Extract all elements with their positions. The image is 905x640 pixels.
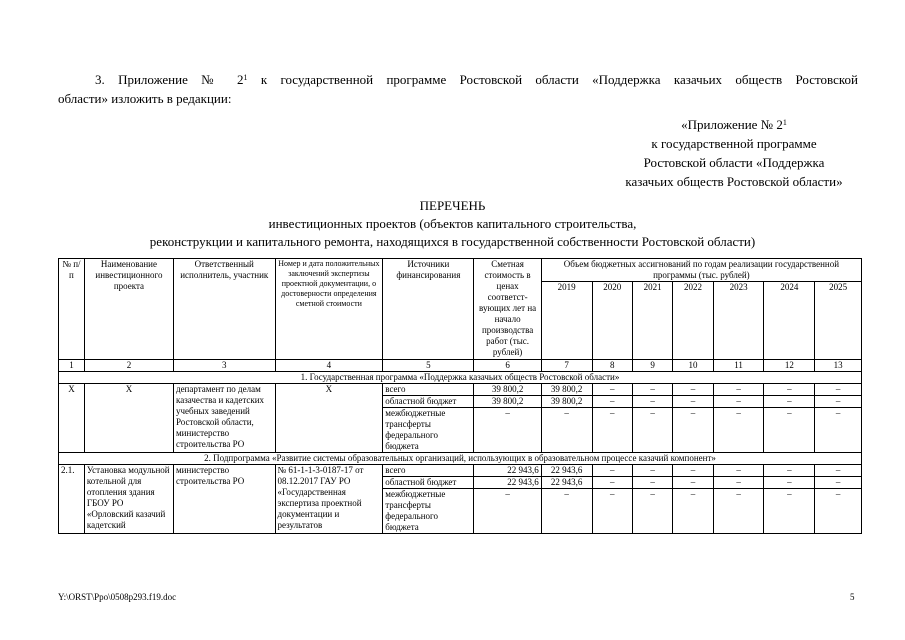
row-year-value: 22 943,6: [541, 465, 592, 477]
row-year-value: –: [592, 477, 632, 489]
section-row: [59, 372, 862, 384]
row-executor: министерство строительства РО: [173, 465, 275, 534]
header-num: № п/п: [59, 259, 85, 360]
header-year: 2023: [713, 282, 764, 360]
row-year-value: –: [713, 489, 764, 534]
section-title: 1. Государственная программа «Поддержка казачьих обществ Ростовской области»: [59, 372, 862, 384]
row-year-value: –: [764, 489, 815, 534]
row-year-value: –: [632, 396, 672, 408]
col-number: 9: [632, 360, 672, 372]
table-row: [59, 465, 862, 477]
row-year-value: –: [632, 477, 672, 489]
header-year: 2025: [815, 282, 862, 360]
row-year-value: –: [673, 384, 713, 396]
row-source: областной бюджет: [383, 396, 474, 408]
appendix-header: [580, 115, 888, 191]
intro-text-cont: к государственной программе Ростовской области «Поддержка казачьих обществ Ростовской: [247, 72, 858, 87]
header-year: 2021: [632, 282, 672, 360]
row-year-value: 22 943,6: [541, 477, 592, 489]
intro-line2: области» изложить в редакции:: [58, 91, 232, 106]
col-number: 5: [383, 360, 474, 372]
row-source: межбюджетные трансферты федерального бюджета: [383, 489, 474, 534]
row-source: межбюджетные трансферты федерального бюджета: [383, 408, 474, 453]
doc-subtitle-1: инвестиционных проектов (объектов капитального строительства,: [268, 216, 637, 231]
row-year-value: –: [713, 396, 764, 408]
header-expertise: Номер и дата положительных заключений экспертизы проектной документации, о достоверности определения сметной стоимости: [275, 259, 383, 360]
col-number: 6: [474, 360, 541, 372]
row-year-value: –: [815, 489, 862, 534]
header-cost: Сметная стоимость в ценах соответст-вующих лет на начало производства работ (тыс. рублей): [474, 259, 541, 360]
col-number: 2: [84, 360, 173, 372]
row-name: Установка модульной котельной для отопления здания ГБОУ РО «Орловский казачий кадетский: [84, 465, 173, 534]
header-name: Наименование инвестиционного проекта: [84, 259, 173, 360]
row-expertise: № 61-1-1-3-0187-17 от 08.12.2017 ГАУ РО «Государственная экспертиза проектной документации и результатов: [275, 465, 383, 534]
row-name: X: [84, 384, 173, 453]
row-year-value: –: [632, 489, 672, 534]
row-cost: 39 800,2: [474, 396, 541, 408]
appendix-superscript: 1: [782, 118, 787, 127]
row-year-value: –: [592, 465, 632, 477]
section-row: [59, 453, 862, 465]
investment-projects-table: [58, 258, 862, 534]
row-source: областной бюджет: [383, 477, 474, 489]
row-year-value: –: [713, 465, 764, 477]
row-year-value: –: [713, 384, 764, 396]
row-source: всего: [383, 384, 474, 396]
row-year-value: –: [632, 408, 672, 453]
col-number: 12: [764, 360, 815, 372]
row-cost: 39 800,2: [474, 384, 541, 396]
page-number: 5: [850, 592, 855, 602]
row-year-value: –: [673, 396, 713, 408]
col-number: 3: [173, 360, 275, 372]
row-year-value: –: [815, 408, 862, 453]
row-year-value: –: [764, 384, 815, 396]
row-year-value: –: [592, 384, 632, 396]
section-title: 2. Подпрограмма «Развитие системы образовательных организаций, использующих в образовательном процессе казачий компонент»: [59, 453, 862, 465]
header-year: 2024: [764, 282, 815, 360]
row-year-value: –: [592, 396, 632, 408]
appendix-line4: казачьих обществ Ростовской области»: [625, 174, 843, 189]
header-sources: Источники финансирования: [383, 259, 474, 360]
row-year-value: –: [764, 408, 815, 453]
column-numbers-row: [59, 360, 862, 372]
row-year-value: –: [673, 477, 713, 489]
col-number: 1: [59, 360, 85, 372]
row-cost: 22 943,6: [474, 477, 541, 489]
row-year-value: –: [592, 408, 632, 453]
header-year: 2019: [541, 282, 592, 360]
row-year-value: –: [541, 489, 592, 534]
row-year-value: 39 800,2: [541, 396, 592, 408]
intro-paragraph: [58, 70, 858, 108]
header-volume: Объем бюджетных ассигнований по годам реализации государственной программы (тыс. рублей): [541, 259, 861, 282]
row-year-value: –: [673, 489, 713, 534]
col-number: 8: [592, 360, 632, 372]
row-year-value: –: [764, 477, 815, 489]
col-number: 11: [713, 360, 764, 372]
row-num: 2.1.: [59, 465, 85, 534]
col-number: 7: [541, 360, 592, 372]
row-year-value: –: [673, 465, 713, 477]
col-number: 10: [673, 360, 713, 372]
row-year-value: –: [673, 408, 713, 453]
col-number: 4: [275, 360, 383, 372]
row-year-value: 39 800,2: [541, 384, 592, 396]
row-executor: департамент по делам казачества и кадетских учебных заведений Ростовской области, министерство строительства РО: [173, 384, 275, 453]
row-cost: –: [474, 489, 541, 534]
row-year-value: –: [541, 408, 592, 453]
doc-title: ПЕРЕЧЕНЬ: [419, 198, 486, 213]
row-year-value: –: [815, 384, 862, 396]
intro-superscript: 1: [243, 73, 248, 82]
row-cost: –: [474, 408, 541, 453]
row-expertise: X: [275, 384, 383, 453]
row-year-value: –: [815, 477, 862, 489]
row-year-value: –: [713, 477, 764, 489]
col-number: 13: [815, 360, 862, 372]
row-cost: 22 943,6: [474, 465, 541, 477]
row-year-value: –: [815, 465, 862, 477]
header-executor: Ответственный исполнитель, участник: [173, 259, 275, 360]
row-num: X: [59, 384, 85, 453]
appendix-title: «Приложение № 2: [681, 117, 783, 132]
appendix-line2: к государственной программе: [651, 136, 817, 151]
header-year: 2022: [673, 282, 713, 360]
row-year-value: –: [713, 408, 764, 453]
row-year-value: –: [764, 465, 815, 477]
row-year-value: –: [632, 384, 672, 396]
row-year-value: –: [815, 396, 862, 408]
row-year-value: –: [592, 489, 632, 534]
table-row: [59, 384, 862, 396]
row-year-value: –: [632, 465, 672, 477]
doc-subtitle-2: реконструкции и капитального ремонта, находящихся в государственной собственности Ростовской области): [149, 234, 756, 249]
row-year-value: –: [764, 396, 815, 408]
row-source: всего: [383, 465, 474, 477]
intro-text: 3. Приложение № 2: [95, 72, 244, 87]
header-year: 2020: [592, 282, 632, 360]
appendix-line3: Ростовской области «Поддержка: [643, 155, 825, 170]
footer-path: Y:\ORST\Ppo\0508p293.f19.doc: [58, 592, 177, 602]
header-row: [59, 259, 862, 282]
